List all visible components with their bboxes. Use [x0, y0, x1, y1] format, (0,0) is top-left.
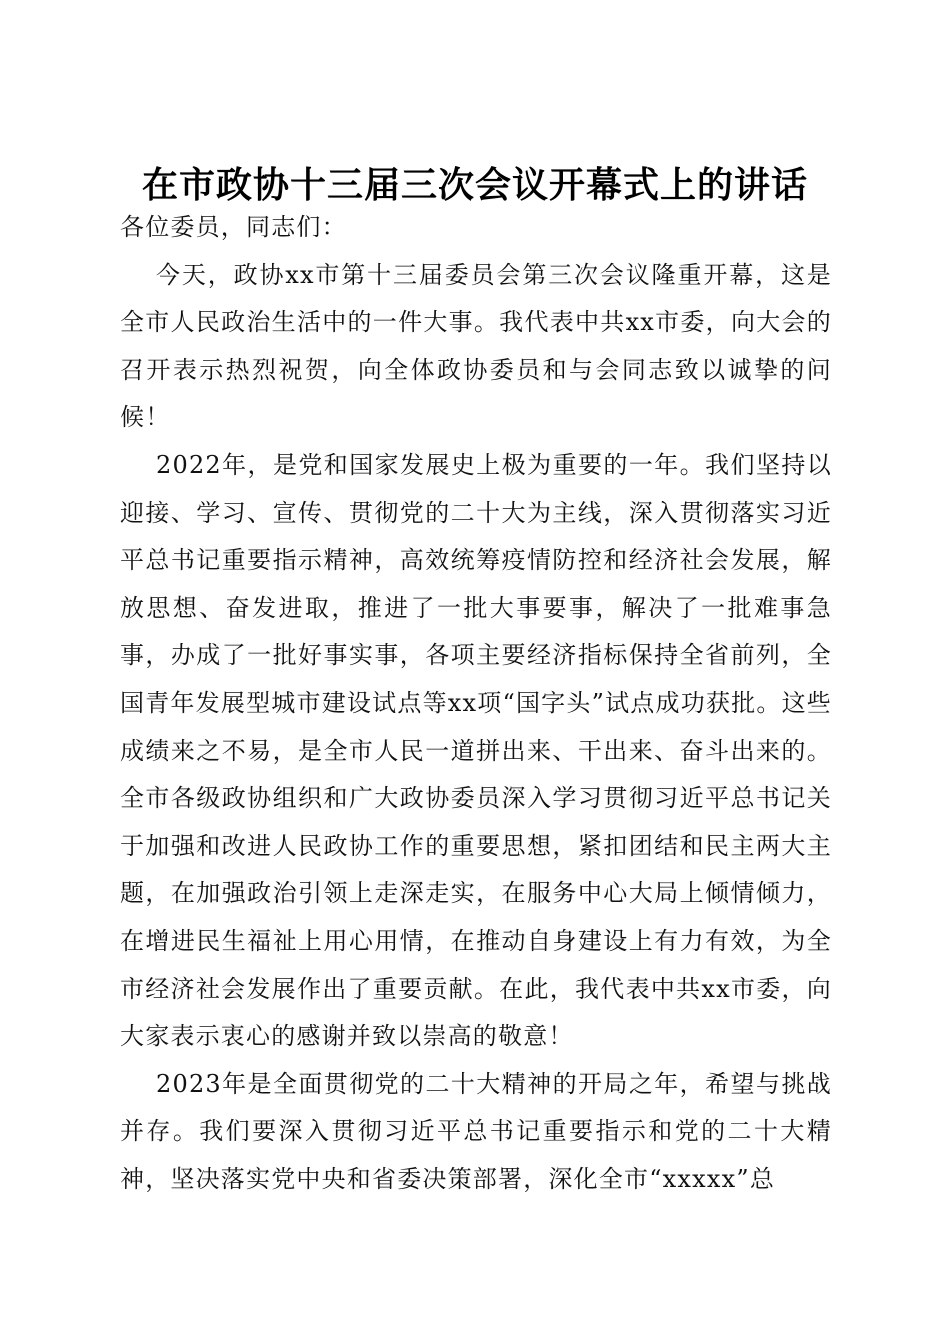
document-title: 在市政协十三届三次会议开幕式上的讲话: [141, 164, 808, 207]
document-body: [120, 204, 832, 1203]
paragraph-2023-outlook: 2023年是全面贯彻党的二十大精神的开局之年，希望与挑战并存。我们要深入贯彻习近平总书记重要指示和党的二十大精神，坚决落实党中央和省委决策部署，深化全市“xxxxx”总: [120, 1069, 832, 1193]
salutation: 各位委员，同志们：: [120, 213, 347, 241]
paragraph-2022-review: 2022年，是党和国家发展史上极为重要的一年。我们坚持以迎接、学习、宣传、贯彻党的二十大为主线，深入贯彻落实习近平总书记重要指示精神，高效统筹疫情防控和经济社会发展，解放思想、奋发进取，推进了一批大事要事，解决了一批难事急事，办成了一批好事实事，各项主要经济指标保持全省前列，全国青年发展型城市建设试点等xx项“国字头”试点成功获批。这些成绩来之不易，是全市人民一道拼出来、干出来、奋斗出来的。全市各级政协组织和广大政协委员深入学习贯彻习近平总书记关于加强和改进人民政协工作的重要思想，紧扣团结和民主两大主题，在加强政治引领上走深走实，在服务中心大局上倾情倾力，在增进民生福祉上用心用情，在推动自身建设上有力有效，为全市经济社会发展作出了重要贡献。在此，我代表中共xx市委，向大家表示衷心的感谢并致以崇高的敬意！: [120, 450, 832, 1051]
paragraph-opening: 今天，政协xx市第十三届委员会第三次会议隆重开幕，这是全市人民政治生活中的一件大事。我代表中共xx市委，向大会的召开表示热烈祝贺，向全体政协委员和与会同志致以诚挚的问候！: [120, 260, 832, 432]
